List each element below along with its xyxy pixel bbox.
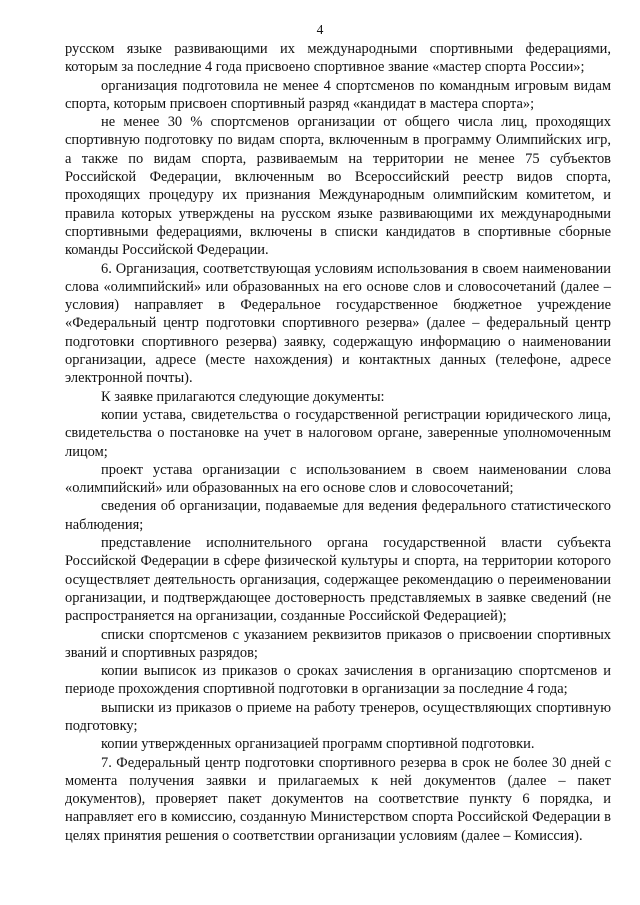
paragraph-condition-team-sports: организация подготовила не менее 4 спортсменов по командным игровым видам спорта, которым присвоен спортивный разряд «кандидат в мастера спорта»;: [65, 77, 611, 112]
paragraph-attachment-athlete-lists: списки спортсменов с указанием реквизитов приказов о присвоении спортивных званий и спортивных разрядов;: [65, 626, 611, 661]
paragraph-attachment-charter-draft: проект устава организации с использованием в своем наименовании слова «олимпийский» или образованных на его основе слов и словосочетаний;: [65, 461, 611, 497]
paragraph-attachment-statistics: сведения об организации, подаваемые для ведения федерального статистического наблюдения;: [65, 498, 611, 533]
paragraph-attachment-coach-orders: выписки из приказов о приеме на работу тренеров, осуществляющих спортивную подготовку;: [65, 699, 611, 734]
paragraph-condition-30-percent: не менее 30 % спортсменов организации от общего числа лиц, проходящих спортивную подготовку по видам спорта, включенным в программу Олимпийских игр, а также по видам спорта, развиваемым на территории не менее 75 субъектов Российской Федерации, включенным во Всероссийский реестр видов спорта, проходящих процедуру их признания Международным олимпийским комитетом, и правила которых утверждены на русском языке развивающими их международными спортивными федерациями, включены в списки кандидатов в спортивные сборные команды Российской Федерации.: [65, 114, 611, 259]
paragraph-attachment-recommendation: представление исполнительного органа государственной власти субъекта Российской Федерации в сфере физической культуры и спорта, на территории которого осуществляет деятельность организация, содержащее рекомендацию о переименовании организации, и подтверждающее достоверность представляемых в заявке сведений (не распространяется на организации, созданные Российской Федерацией);: [65, 535, 611, 625]
paragraph-attachments-intro: К заявке прилагаются следующие документы:: [101, 388, 385, 405]
paragraph-attachment-charter-copies: копии устава, свидетельства о государственной регистрации юридического лица, свидетельства о постановке на учет в налоговом органе, заверенные уполномоченным лицом;: [65, 406, 611, 460]
document-body: [65, 40, 611, 845]
paragraph-attachment-enrollment-orders: копии выписок из приказов о сроках зачисления в организацию спортсменов и периоде прохождения спортивной подготовки в организации за последние 4 года;: [65, 663, 611, 698]
paragraph-section-6: 6. Организация, соответствующая условиям использования в своем наименовании слова «олимпийский» или образованных на его основе слов и словосочетаний (далее – условия) направляет в Федеральное государственное бюджетное учреждение «Федеральный центр подготовки спортивного резерва» (далее – федеральный центр подготовки спортивного резерва) заявку, содержащую информацию о наименовании организации, адресе (месте нахождения) и контактных данных (телефоне, адресе электронной почты).: [65, 260, 611, 387]
page-number: 4: [316, 22, 324, 37]
paragraph-section-7: 7. Федеральный центр подготовки спортивного резерва в срок не более 30 дней с момента получения заявки и прилагаемых к ней документов (далее – пакет документов), проверяет пакет документов на соответствие пункту 6 порядка, и направляет его в комиссию, созданную Министерством спорта Российской Федерации в целях принятия решения о соответствии организации условиям (далее – Комиссия).: [65, 754, 611, 844]
paragraph-continuation: русском языке развивающими их международными спортивными федерациями, которым за последние 4 года присвоено спортивное звание «мастер спорта России»;: [65, 41, 611, 76]
paragraph-attachment-training-programs: копии утвержденных организацией программ спортивной подготовки.: [101, 736, 535, 753]
